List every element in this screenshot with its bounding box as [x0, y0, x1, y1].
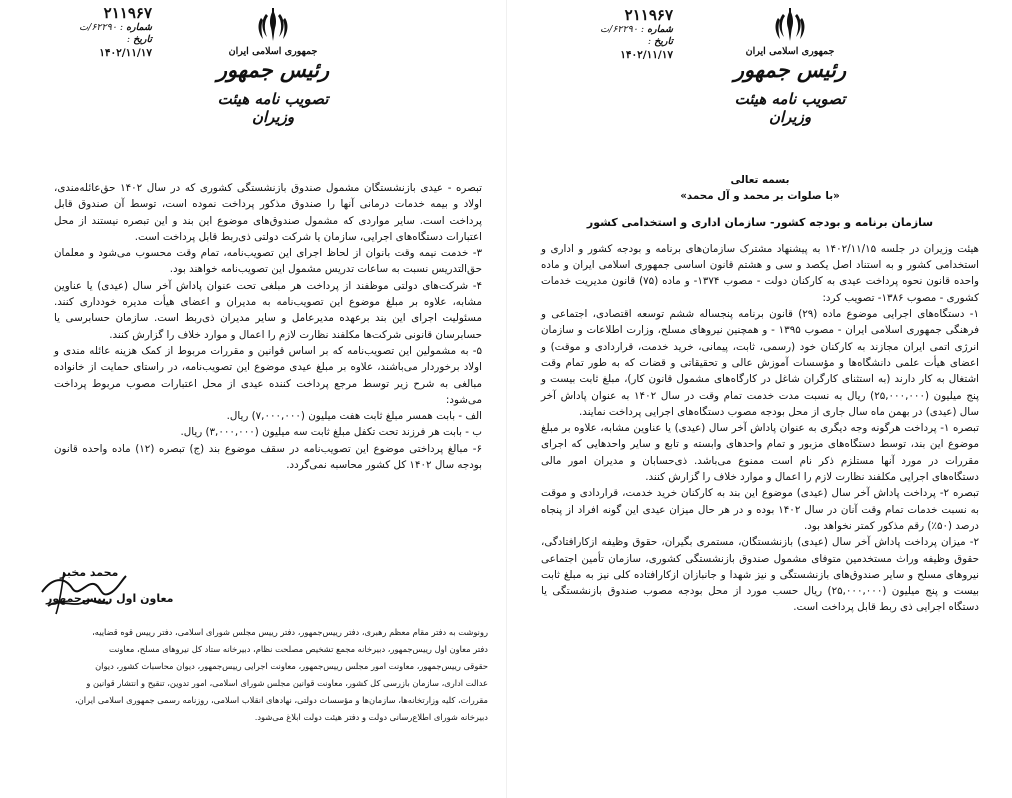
letter-subtitle: تصویب نامه هیئت وزیران — [734, 90, 846, 126]
document-page-1 — [506, 0, 1012, 798]
serial-number: ۲۱۱۹۶۷ — [624, 6, 673, 24]
addressee: سازمان برنامه و بودجه کشور- سازمان اداری و استخدامی کشور — [586, 215, 934, 229]
page1-body — [541, 172, 979, 616]
number-value: ۶۲۲۹۰/ت — [600, 24, 638, 35]
recipients-line: رونوشت به دفتر مقام معظم رهبری، دفتر رییس‌جمهور، دفتر رییس مجلس شورای اسلامی، دفتر رییس قوه قضاییه، — [92, 627, 488, 637]
clause-1-note-2: تبصره ۲- پرداخت پاداش آخر سال (عیدی) موضوع این بند به کارکنان خرید خدمت، قراردادی و موقت به نسبت خدمات تمام وقت آنان در سال ۱۴۰۲ بوده و در هر حال میزان عیدی این گونه افراد از پنجاه درصد (۵۰٪) رقم مذکور کمتر نخواهد بود. — [541, 487, 979, 532]
recipients-line: مقررات، کلیه وزارتخانه‌ها، سازمان‌ها و مؤسسات دولتی، نهادهای انقلاب اسلامی، روزنامه رسمی جمهوری اسلامی ایران، — [74, 695, 488, 705]
signatory-name: محمد مخبر — [60, 566, 119, 579]
letter-meta — [4, 4, 152, 59]
spacer — [541, 231, 979, 241]
date-value: ۱۴۰۲/۱۱/۱۷ — [99, 47, 152, 59]
note-paragraph: تبصره - عیدی بازنشستگان مشمول صندوق بازنشستگی کشوری که در سال ۱۴۰۲ حق‌عائله‌مندی، اولاد و بیمه خدمات درمانی آنها را صندوق مذکور پرداخت نموده است، توسط آن صندوق قابل پرداخت است. سایر مواردی که مشمول صندوق‌های موضوع این بند و این تبصره نیستند از محل اعتبارات دستگاه‌های اجرایی، سازمان یا شرکت دولتی ذی‌ربط قابل پرداخت است. — [54, 182, 482, 243]
president-label: رئیس جمهور — [733, 57, 847, 82]
date-value: ۱۴۰۲/۱۱/۱۷ — [620, 49, 673, 61]
letter-subtitle: تصویب نامه هیئت وزیران — [217, 90, 329, 126]
recipients-line: عدالت اداری، سازمان بازرسی کل کشور، معاونت قوانین مجلس شورای اسلامی، امور تدوین، تنقیح و انتشار قوانین و — [86, 678, 488, 688]
recipients-line: دبیرخانه شورای اطلاع‌رسانی دولت و دفتر هیئت دولت ابلاغ می‌شود. — [254, 712, 488, 722]
clause-3: ۳- خدمت نیمه وقت بانوان از لحاظ اجرای این تصویب‌نامه، تمام وقت محسوب می‌شود و معلمان حق‌التدریس نسبت به ساعات تدریس مشمول این تصویب‌نامه خواهند بود. — [54, 247, 482, 276]
clause-5: ۵- به مشمولین این تصویب‌نامه که بر اساس قوانین و مقررات مربوط از کمک هزینه عائله مندی و اولاد برخوردار می‌باشند، علاوه بر مبلغ عیدی موضوع این تصویب‌نامه، در راستای حمایت از خانواده مبالغی به شرح زیر توسط مرجع پرداخت کننده عیدی از محل اعتبارات مصوب مربوط پرداخت می‌شود: — [54, 344, 482, 406]
clause-1-note-1: تبصره ۱- پرداخت هرگونه وجه دیگری به عنوان پاداش آخر سال (عیدی) یا عناوین مشابه، علاوه بر مبلغ موضوع این بند، توسط دستگاه‌های مزبور و تمام واحدهای وابسته و تابع و سایر واحدهایی که اجرای مقررات در مورد آنها مستلزم ذکر نام است ممنوع می‌باشد. ذی‌حسابان و مدیران امور مالی دستگاه‌های اجرایی مکلفند نظارت لازم را اعمال و موارد خلاف را گزارش کنند. — [541, 422, 979, 484]
clause-6: ۶- مبالغ پرداختی موضوع این تصویب‌نامه در سقف موضوع بند (ج) تبصره (۱۲) ماده واحده قانون بودجه سال ۱۴۰۲ کل کشور محاسبه نمی‌گردد. — [54, 442, 482, 472]
signatory-title: معاون اول رییس‌جمهور — [46, 592, 174, 605]
page2-body — [54, 180, 482, 473]
iran-emblem-icon — [773, 8, 807, 44]
clause-2: ۲- میزان پرداخت پاداش آخر سال (عیدی) بازنشستگان، مستمری بگیران، حقوق وظیفه ازکارافتادگی، حقوق وظیفه وراث مستخدمین متوفای مشمول صندوق بازنشستگی کشوری، سازمان تأمین اجتماعی نیروهای مسلح و سایر صندوق‌های بازنشستگی و نیز شهدا و جانبازان ازکارافتاده کلی نیز به مبلغ ثابت بیست و پنج میلیون (۲۵,۰۰۰,۰۰۰) ریال حسب مورد از محل بودجه مصوب صندوق بازنشستگی یا دستگاه اجرایی ذی ربط قابل پرداخت است. — [541, 536, 979, 614]
bismillah: بسمه تعالی — [730, 174, 790, 186]
number-label: شماره — [126, 22, 152, 33]
recipients-line: دفتر معاون اول رییس‌جمهور، دبیرخانه مجمع تشخیص مصلحت نظام، دبیرخانه ستاد کل نیروهای مسلح، معاونت — [108, 644, 488, 654]
clause-4: ۴- شرکت‌های دولتی موظفند از پرداخت هر مبلغی تحت عنوان پاداش آخر سال (عیدی) یا عناوین مشابه، علاوه بر مبلغ موضوع این تصویب‌نامه به مدیران و اعضای هیأت مدیره خودداری کنند. مسئولیت اجرای این بند برعهده مدیرعامل و سایر مدیران ذی‌ربط است. سازمان حسابرسی یا حسابرسان قانونی شرکت‌ها مکلفند نظارت لازم را اعمال و موارد خلاف را گزارش کنند. — [54, 279, 482, 341]
number-row: شماره : ۶۲۲۹۰/ت — [79, 22, 152, 33]
letterhead — [717, 46, 863, 126]
date-label: تاریخ — [654, 36, 673, 47]
clause-5-b: ب - بابت هر فرزند تحت تکفل مبلغ ثابت سه میلیون (۳,۰۰۰,۰۰۰) ریال. — [180, 426, 482, 439]
serial-number: ۲۱۱۹۶۷ — [103, 4, 152, 22]
letter-meta — [525, 6, 673, 61]
clause-1: ۱- دستگاه‌های اجرایی موضوع ماده (۲۹) قانون برنامه پنجساله ششم توسعه اقتصادی، اجتماعی و فرهنگی جمهوری اسلامی ایران - مصوب ۱۳۹۵ - و همچنین نیروهای مسلح، وزارت اطلاعات و سازمان انرژی اتمی ایران مجازند به کارکنان خود (رسمی، ثابت، پیمانی، خرید خدمت، قراردادی و موقت) و اعضای هیأت علمی دانشگاه‌ها و مؤسسات آموزش عالی و تحقیقاتی و قضات که به طور تمام وقت اشتغال به کار دارند (به استثنای کارگران شاغل در کارگاه‌های مشمول قانون کار)، مبلغ ثابت بیست و پنج میلیون (۲۵,۰۰۰,۰۰۰) ریال به نسبت مدت خدمت تمام وقت در سال ۱۴۰۲ به عنوان پاداش آخر سال (عیدی) در بهمن ماه سال جاری از محل بودجه مصوب دستگاه‌های اجرایی پرداخت نمایند. — [541, 308, 979, 418]
date-row: تاریخ : — [126, 34, 152, 45]
number-label: شماره — [647, 24, 673, 35]
number-row: شماره : ۶۲۲۹۰/ت — [600, 24, 673, 35]
date-label: تاریخ — [133, 34, 152, 45]
letterhead — [200, 46, 346, 126]
recipients-line: حقوقی رییس‌جمهور، معاونت امور مجلس رییس‌جمهور، معاونت اجرایی رییس‌جمهور، دیوان محاسبات کشور، دیوان — [95, 661, 488, 671]
clause-5-a: الف - بابت همسر مبلغ ثابت هفت میلیون (۷,۰۰۰,۰۰۰) ریال. — [226, 410, 482, 423]
date-row: تاریخ : — [647, 36, 673, 47]
spacer — [541, 205, 979, 215]
iran-emblem-icon — [256, 8, 290, 44]
preamble: هیئت وزیران در جلسه ۱۴۰۲/۱۱/۱۵ به پیشنهاد مشترک سازمان‌های برنامه و بودجه کشور و اداری و استخدامی کشور و به استناد اصل یکصد و سی و هشتم قانون اساسی جمهوری اسلامی ایران و ماده واحده قانون نحوه پرداخت عیدی به کارکنان دولت - مصوب ۱۳۷۴- و ماده (۷۵) قانون مدیریت خدمات کشوری - مصوب ۱۳۸۶- تصویب کرد: — [541, 242, 979, 304]
number-value: ۶۲۲۹۰/ت — [79, 22, 117, 33]
recipients-list — [12, 624, 488, 726]
president-label: رئیس جمهور — [216, 57, 330, 82]
republic-label: جمهوری اسلامی ایران — [228, 46, 318, 57]
salavat: «با صلوات بر محمد و آل محمد» — [680, 190, 840, 203]
republic-label: جمهوری اسلامی ایران — [745, 46, 835, 57]
